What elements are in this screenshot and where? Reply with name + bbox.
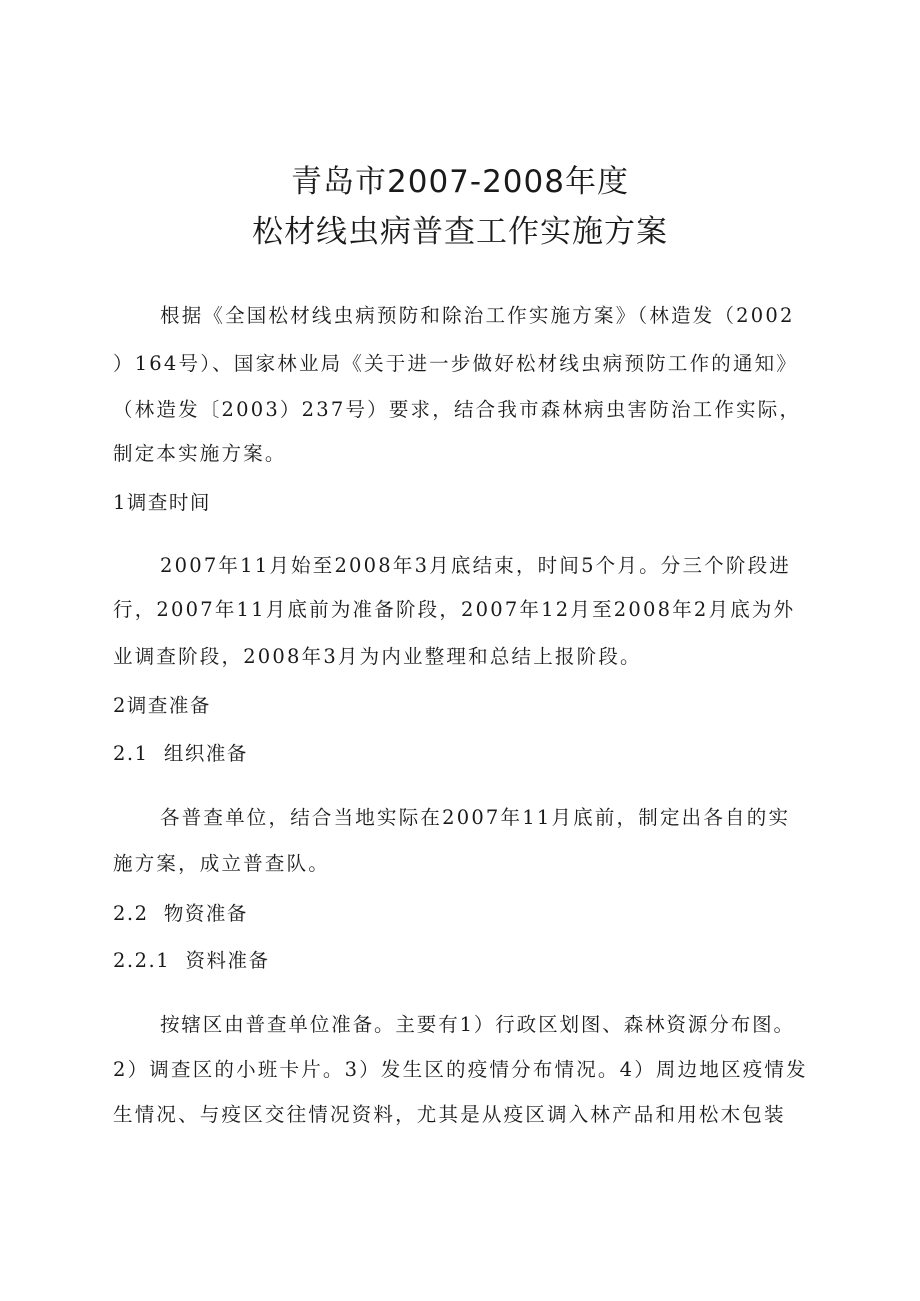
section2-2-1-heading: 2.2.1 资料准备: [113, 949, 270, 972]
intro-line-4: 制定本实施方案。: [113, 442, 287, 465]
section2-2-1-body-line-3: 生情况、与疫区交往情况资料，尤其是从疫区调入林产品和用松木包装: [113, 1103, 786, 1126]
section1-body-line-1: 2007年11月始至2008年3月底结束，时间5个月。分三个阶段进: [160, 554, 791, 577]
section2-1-body-line-2: 施方案，成立普查队。: [113, 852, 331, 875]
section1-body-line-3: 业调查阶段，2008年3月为内业整理和总结上报阶段。: [113, 645, 642, 668]
document-title-line1: 青岛市2007-2008年度: [291, 164, 629, 200]
document-title-line2: 松材线虫病普查工作实施方案: [252, 214, 668, 250]
section1-heading: 1调查时间: [113, 491, 211, 514]
section2-2-heading: 2.2 物资准备: [113, 902, 248, 925]
section2-heading: 2调查准备: [113, 694, 211, 717]
section2-2-1-body-line-1: 按辖区由普查单位准备。主要有1）行政区划图、森林资源分布图。: [160, 1013, 795, 1036]
section2-1-body-line-1: 各普查单位，结合当地实际在2007年11月底前，制定出各自的实: [160, 806, 791, 829]
section2-2-1-body-line-2: 2）调查区的小班卡片。3）发生区的疫情分布情况。4）周边地区疫情发: [113, 1058, 808, 1081]
intro-line-2: ）164号）、国家林业局《关于进一步做好松材线虫病预防工作的通知》: [113, 352, 799, 375]
section1-body-line-2: 行，2007年11月底前为准备阶段，2007年12月至2008年2月底为外: [113, 598, 796, 621]
section2-1-heading: 2.1 组织准备: [113, 742, 248, 765]
intro-line-1: 根据《全国松材线虫病预防和除治工作实施方案》（林造发（2002: [160, 304, 795, 327]
intro-line-3: （林造发〔2003）237号）要求，结合我市森林病虫害防治工作实际，: [113, 398, 802, 421]
